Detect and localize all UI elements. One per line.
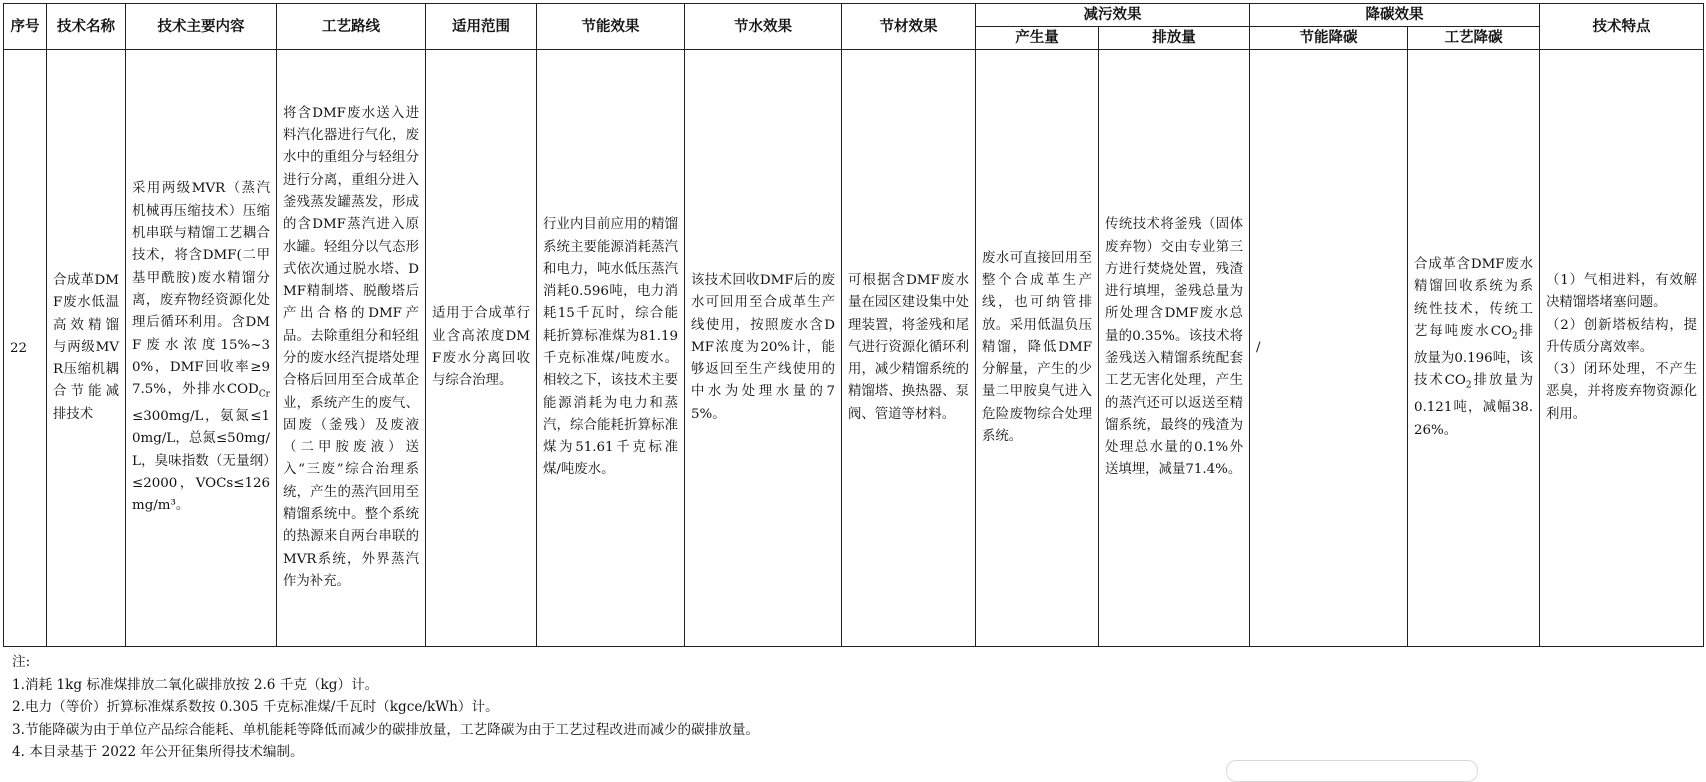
main-content-subscript: Cr xyxy=(258,389,270,400)
header-carbon-process: 工艺降碳 xyxy=(1408,27,1540,50)
main-content-tail: ≤300mg/L，氨氮≤10mg/L，总氮≤50mg/L，臭味指数（无量纲）≤2000，VOCs≤126 mg/m³。 xyxy=(132,409,270,514)
cell-features xyxy=(1540,50,1704,647)
cell-energy-saving xyxy=(537,50,685,647)
pollution-generation-text: 废水可直接回用至整个合成革生产线，也可纳管排放。采用低温负压精馏，降低DMF分解量，产生的少量二甲胺臭气进入危险废物综合处理系统。 xyxy=(982,250,1092,445)
feature-item: （1）气相进料，有效解决精馏塔堵塞问题。 xyxy=(1546,272,1697,311)
header-main-content: 技术主要内容 xyxy=(126,4,277,50)
main-content-part: 采用两级MVR（蒸汽机械再压缩技术）压缩机串联与精馏工艺耦合技术，将含DMF(二甲基甲酰胺)废水精馏分离，废弃物经资源化处理后循环利用。含DMF废水浓度15%~30%，DMF回收率≥97.5%，外排水COD xyxy=(132,181,270,398)
carbon-process-part-b: 排放量为0.196吨，该技术CO xyxy=(1414,324,1533,389)
cell-water-saving xyxy=(685,50,842,647)
cell-process-route xyxy=(277,50,426,647)
header-pollution-reduction: 减污效果 xyxy=(976,4,1250,27)
co2-subscript: 2 xyxy=(1465,380,1472,391)
energy-saving-text: 行业内目前应用的精馏系统主要能源消耗蒸汽和电力，吨水低压蒸汽消耗0.596吨，电力消耗15千瓦时，综合能耗折算标准煤为81.19千克标准煤/吨废水。相较之下，该技术主要能源消耗为电力和蒸汽，综合能耗折算标准煤为51.61千克标准煤/吨废水。 xyxy=(543,217,678,478)
co2-subscript: 2 xyxy=(1511,331,1518,342)
cell-carbon-energy xyxy=(1250,50,1408,647)
header-features: 技术特点 xyxy=(1540,4,1704,50)
tech-name-text: 合成革DMF废水低温高效精馏与两级MVR压缩机耦合节能减排技术 xyxy=(53,272,119,422)
scope-text: 适用于合成革行业含高浓度DMF废水分离回收与综合治理。 xyxy=(432,306,530,389)
material-saving-text: 可根据含DMF废水量在园区建设集中处理装置，将釜残和尾气进行资源化循环利用，减少精馏系统的精馏塔、换热器、泵阀、管道等材料。 xyxy=(848,272,969,422)
cell-pollution-emission xyxy=(1099,50,1250,647)
cell-tech-name xyxy=(47,50,126,647)
footnote-item: 1.消耗 1kg 标准煤排放二氧化碳排放按 2.6 千克（kg）计。 xyxy=(12,676,379,693)
technology-catalog-table xyxy=(3,3,1704,647)
header-seq: 序号 xyxy=(4,4,47,50)
pollution-emission-text: 传统技术将釜残（固体废弃物）交由专业第三方进行焚烧处置，残渣进行填埋，釜残总量为所处理含DMF废水总量的0.35%。该技术将釜残送入精馏系统配套工艺无害化处理，产生的蒸汽还可以返送至精馏系统，最终的残渣为处理总水量的0.1%外送填埋，减量71.4%。 xyxy=(1105,217,1243,478)
header-pollution-generation: 产生量 xyxy=(976,27,1099,50)
features-list xyxy=(1540,270,1703,426)
header-energy-saving: 节能效果 xyxy=(537,4,685,50)
cell-seq xyxy=(4,50,47,647)
header-water-saving: 节水效果 xyxy=(685,4,842,50)
carbon-process-part-c: 排放量为0.121吨，减幅38.26%。 xyxy=(1414,373,1533,438)
header-material-saving: 节材效果 xyxy=(842,4,976,50)
footnote-heading: 注: xyxy=(12,654,31,670)
cell-material-saving xyxy=(842,50,976,647)
water-saving-text: 该技术回收DMF后的废水可回用至合成革生产线使用，按照废水含DMF浓度为20%计，能够返回至生产线使用的中水为处理水量的75%。 xyxy=(691,272,835,422)
footnotes xyxy=(12,651,1612,764)
page-scroll-indicator[interactable] xyxy=(1226,760,1478,782)
header-process-route: 工艺路线 xyxy=(277,4,426,50)
process-route-text: 将含DMF废水送入进料汽化器进行气化，废水中的重组分与轻组分进行分离，重组分进入釜残蒸发罐蒸发，形成的含DMF蒸汽进入原水罐。轻组分以气态形式依次通过脱水塔、DMF精制塔、脱酸塔后产出合格的DMF产品。去除重组分和轻组分的废水经汽提塔处理合格后回用至合成革企业，系统产生的废气、固废（釜残）及废液（二甲胺废液）送入“三废”综合治理系统，产生的蒸汽回用至精馏系统中。整个系统的热源来自两台串联的MVR系统，外界蒸汽作为补充。 xyxy=(283,105,419,589)
carbon-energy-text: / xyxy=(1256,339,1261,355)
header-carbon-energy: 节能降碳 xyxy=(1250,27,1408,50)
header-pollution-emission: 排放量 xyxy=(1099,27,1250,50)
cell-main-content xyxy=(126,50,277,647)
header-scope: 适用范围 xyxy=(426,4,537,50)
header-carbon-reduction: 降碳效果 xyxy=(1250,4,1540,27)
header-tech-name: 技术名称 xyxy=(47,4,126,50)
carbon-process-part-a: 合成革含DMF废水精馏回收系统为系统性技术，传统工艺每吨废水CO xyxy=(1414,257,1533,340)
cell-carbon-process xyxy=(1408,50,1540,647)
cell-pollution-generation xyxy=(976,50,1099,647)
footnote-item: 4. 本目录基于 2022 年公开征集所得技术编制。 xyxy=(12,744,304,760)
table-row xyxy=(4,50,1704,647)
feature-item: （2）创新塔板结构，提升传质分离效率。 xyxy=(1546,317,1697,355)
feature-item: （3）闭环处理，不产生恶臭，并将废弃物资源化利用。 xyxy=(1546,362,1697,422)
main-content-text xyxy=(126,178,276,517)
seq-number: 22 xyxy=(10,340,28,356)
cell-scope xyxy=(426,50,537,647)
footnote-item: 3.节能降碳为由于单位产品综合能耗、单机能耗等降低而减少的碳排放量，工艺降碳为由于工艺过程改进而减少的碳排放量。 xyxy=(12,721,760,738)
carbon-process-text xyxy=(1408,254,1539,442)
footnote-item: 2.电力（等价）折算标准煤系数按 0.305 千克标准煤/千瓦时（kgce/kWh）计。 xyxy=(12,699,499,715)
header-row-primary xyxy=(4,4,1704,27)
